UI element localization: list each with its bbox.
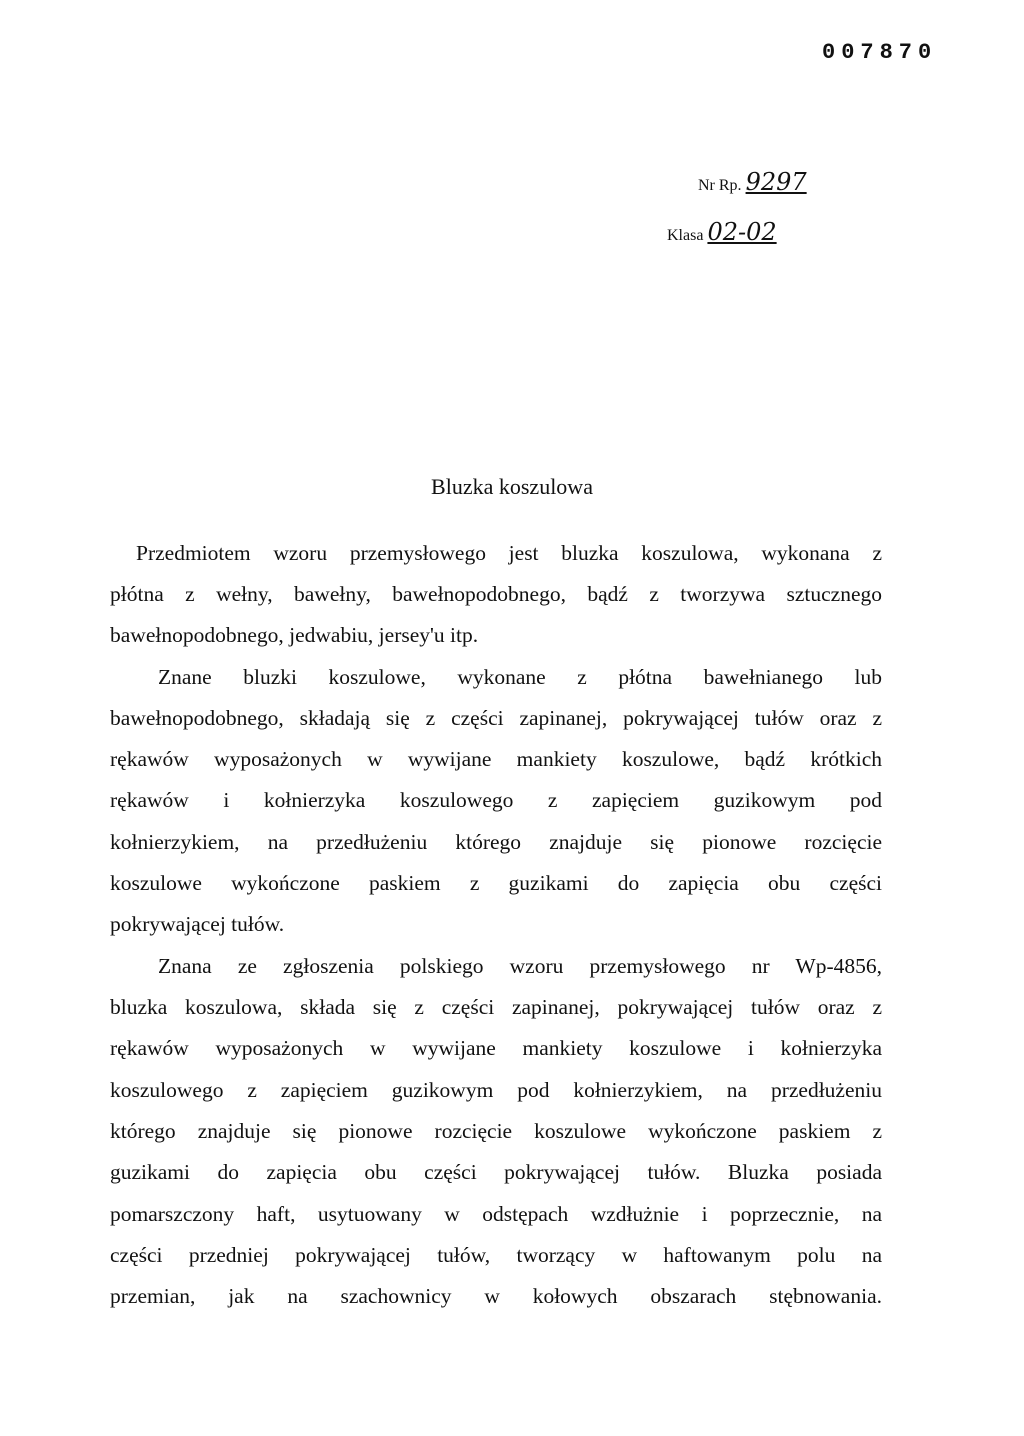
text-line: przemian, jak na szachownicy w kołowych obszarach stębnowania. [110, 1284, 882, 1308]
registration-number-label: Nr Rp. [698, 177, 746, 194]
class-number-label: Klasa [667, 227, 708, 244]
text-line: guzikami do zapięcia obu części pokrywającej tułów. Bluzka posiada [110, 1160, 882, 1184]
text-line: Znane bluzki koszulowe, wykonane z płótna bawełnianego lub [158, 665, 882, 689]
document-title: Bluzka koszulowa [431, 474, 593, 499]
text-line: rękawów wyposażonych w wywijane mankiety koszulowe, bądź krótkich [110, 747, 882, 771]
text-line: rękawów i kołnierzyka koszulowego z zapięciem guzikowym pod [110, 788, 882, 812]
text-line: bawełnopodobnego, jedwabiu, jersey'u itp. [110, 623, 479, 647]
text-line: bluzka koszulowa, składa się z części zapinanej, pokrywającej tułów oraz z [110, 995, 882, 1019]
text-line: części przedniej pokrywającej tułów, tworzący w haftowanym polu na [110, 1243, 882, 1267]
text-line: rękawów wyposażonych w wywijane mankiety koszulowe i kołnierzyka [110, 1036, 882, 1060]
registration-number-value: 9297 [745, 168, 807, 196]
text-line: bawełnopodobnego, składają się z części zapinanej, pokrywającej tułów oraz z [110, 706, 882, 730]
registration-number [698, 168, 807, 196]
text-line: koszulowego z zapięciem guzikowym pod kołnierzykiem, na przedłużeniu [110, 1078, 882, 1102]
text-line: kołnierzykiem, na przedłużeniu którego znajduje się pionowe rozcięcie [110, 830, 882, 854]
text-line: koszulowe wykończone paskiem z guzikami do zapięcia obu części [110, 871, 882, 895]
text-line: którego znajduje się pionowe rozcięcie koszulowe wykończone paskiem z [110, 1119, 882, 1143]
text-line: płótna z wełny, bawełny, bawełnopodobnego, bądź z tworzywa sztucznego [110, 582, 882, 606]
text-line: pokrywającej tułów. [110, 912, 285, 936]
document-number: 007870 [822, 40, 938, 65]
text-line: Znana ze zgłoszenia polskiego wzoru przemysłowego nr Wp-4856, [158, 954, 882, 978]
class-number-value: 02-02 [707, 218, 777, 246]
text-line: Przedmiotem wzoru przemysłowego jest bluzka koszulowa, wykonana z [136, 541, 882, 565]
text-line: pomarszczony haft, usytuowany w odstępach wzdłużnie i poprzecznie, na [110, 1202, 882, 1226]
class-number [667, 218, 777, 246]
